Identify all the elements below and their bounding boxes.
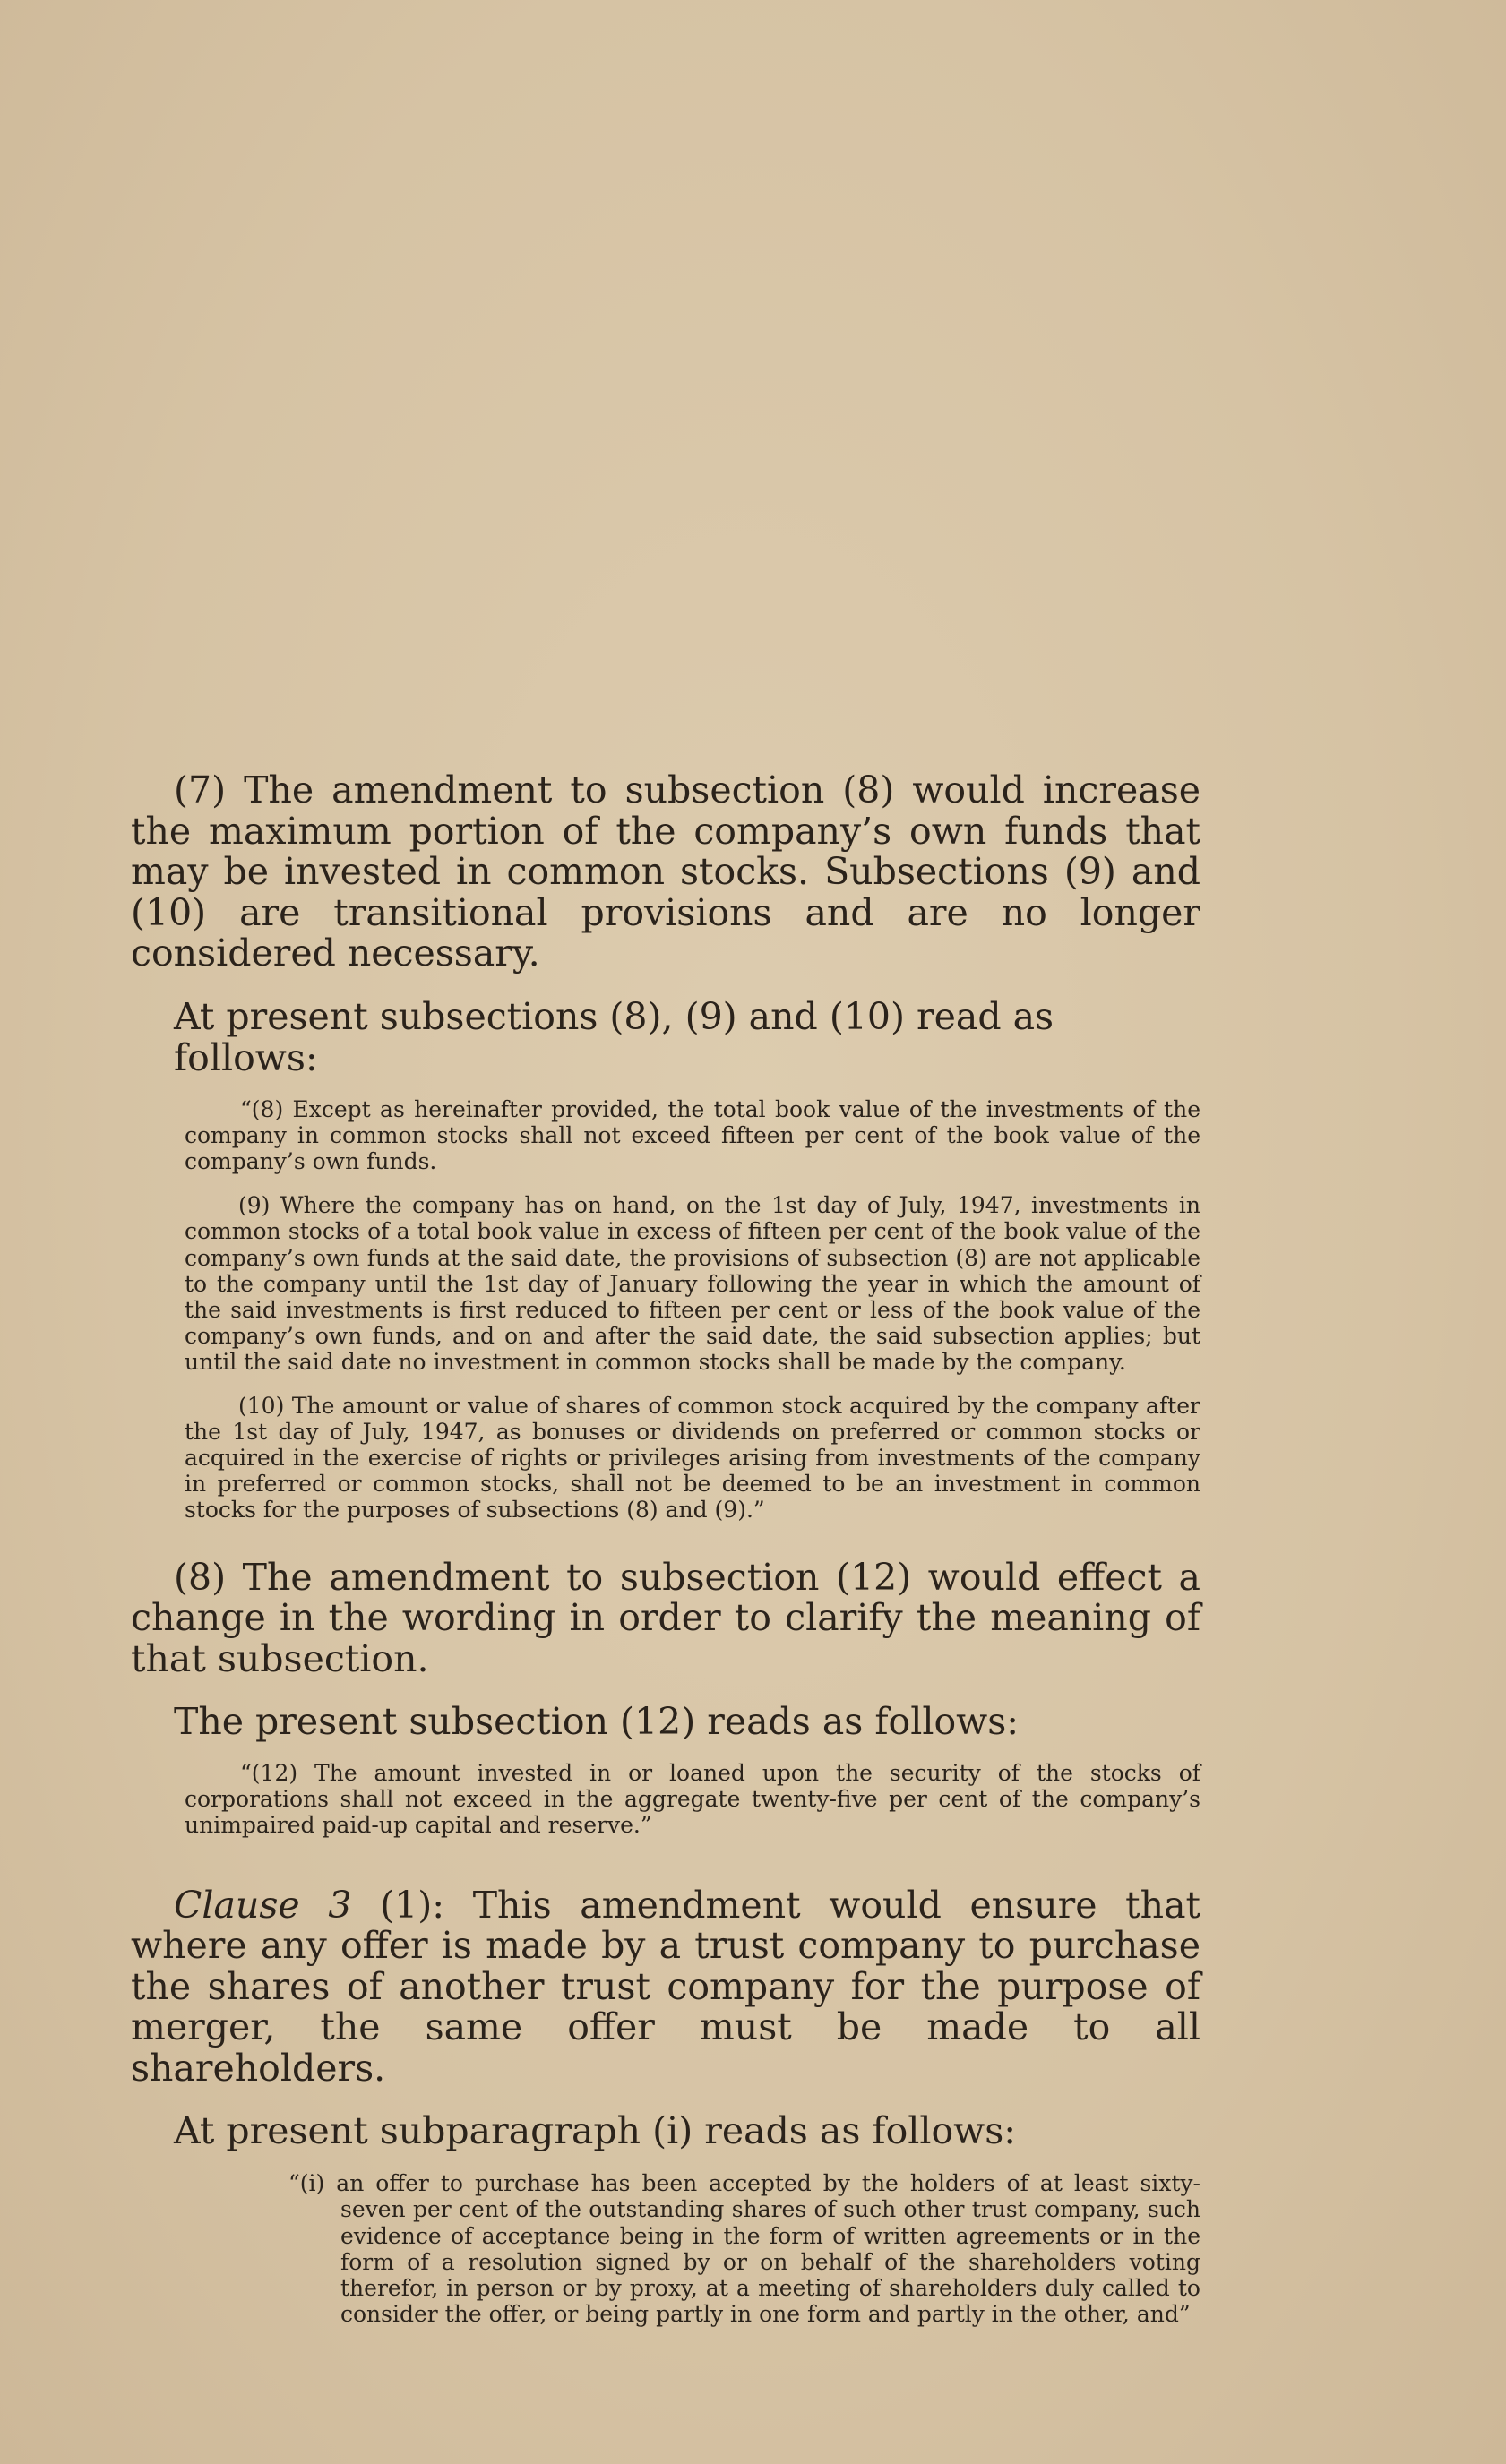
lead-subsections-8-9-10: At present subsections (8), (9) and (10) read as follows:	[174, 994, 1054, 1079]
lead-subparagraph-i: At present subparagraph (i) reads as follows:	[174, 2109, 1017, 2153]
paragraph-clause-3	[131, 1885, 1200, 2090]
document-page	[131, 770, 1200, 2327]
quote-subsection-10: (10) The amount or value of shares of common stock acquired by the company after the 1st day of July, 1947, as bonuses or dividends on preferred or common stocks or acquired in the exercise of rights or privileges arising from investments of the company in preferred or common stocks, shall not be deemed to be an investment in common stocks for the purposes of subsections (8) and (9).”	[185, 1392, 1200, 1524]
lead-subsection-12: The present subsection (12) reads as follows:	[174, 1700, 1020, 1744]
quote-subsection-12: “(12) The amount invested in or loaned upon the security of the stocks of corporations shall not exceed in the aggregate twenty-five per cent of the company’s unimpaired paid-up capital and reserve.”	[185, 1760, 1200, 1839]
quote-subparagraph-i: “(i) an offer to purchase has been accepted by the holders of at least sixty-seven per cent of the outstanding shares of such other trust company, such evidence of acceptance being in the form of written agreements or in the form of a resolution signed by or on behalf of the shareholders voting therefor, in person or by proxy, at a meeting of shareholders duly called to consider the offer, or being partly in one form and partly in the other, and”	[288, 2170, 1200, 2328]
paragraph-8: (8) The amendment to subsection (12) would effect a change in the wording in order to clarify the meaning of that subsection.	[131, 1555, 1200, 1680]
paragraph-7: (7) The amendment to subsection (8) would increase the maximum portion of the company’s own funds that may be invested in common stocks. Subsections (9) and (10) are transitional provisions and are no longer considered necessary.	[131, 768, 1200, 974]
clause-text: (1): This amendment would ensure that where any offer is made by a trust company to purchase the shares of another trust company for the purpose of merger, the same offer must be made to all shareholders.	[131, 1883, 1200, 2090]
clause-label: Clause 3	[174, 1883, 352, 1927]
quote-subsection-9: (9) Where the company has on hand, on the 1st day of July, 1947, investments in common stocks of a total book value in excess of fifteen per cent of the book value of the company’s own funds at the said date, the provisions of subsection (8) are not applicable to the company until the 1st day of January following the year in which the amount of the said investments is first reduced to fifteen per cent or less of the book value of the company’s own funds, and on and after the said date, the said subsection applies; but until the said date no investment in common stocks shall be made by the company.	[185, 1192, 1200, 1376]
quote-subsection-8: “(8) Except as hereinafter provided, the total book value of the investments of the company in common stocks shall not exceed fifteen per cent of the book value of the company’s own funds.	[185, 1095, 1200, 1174]
